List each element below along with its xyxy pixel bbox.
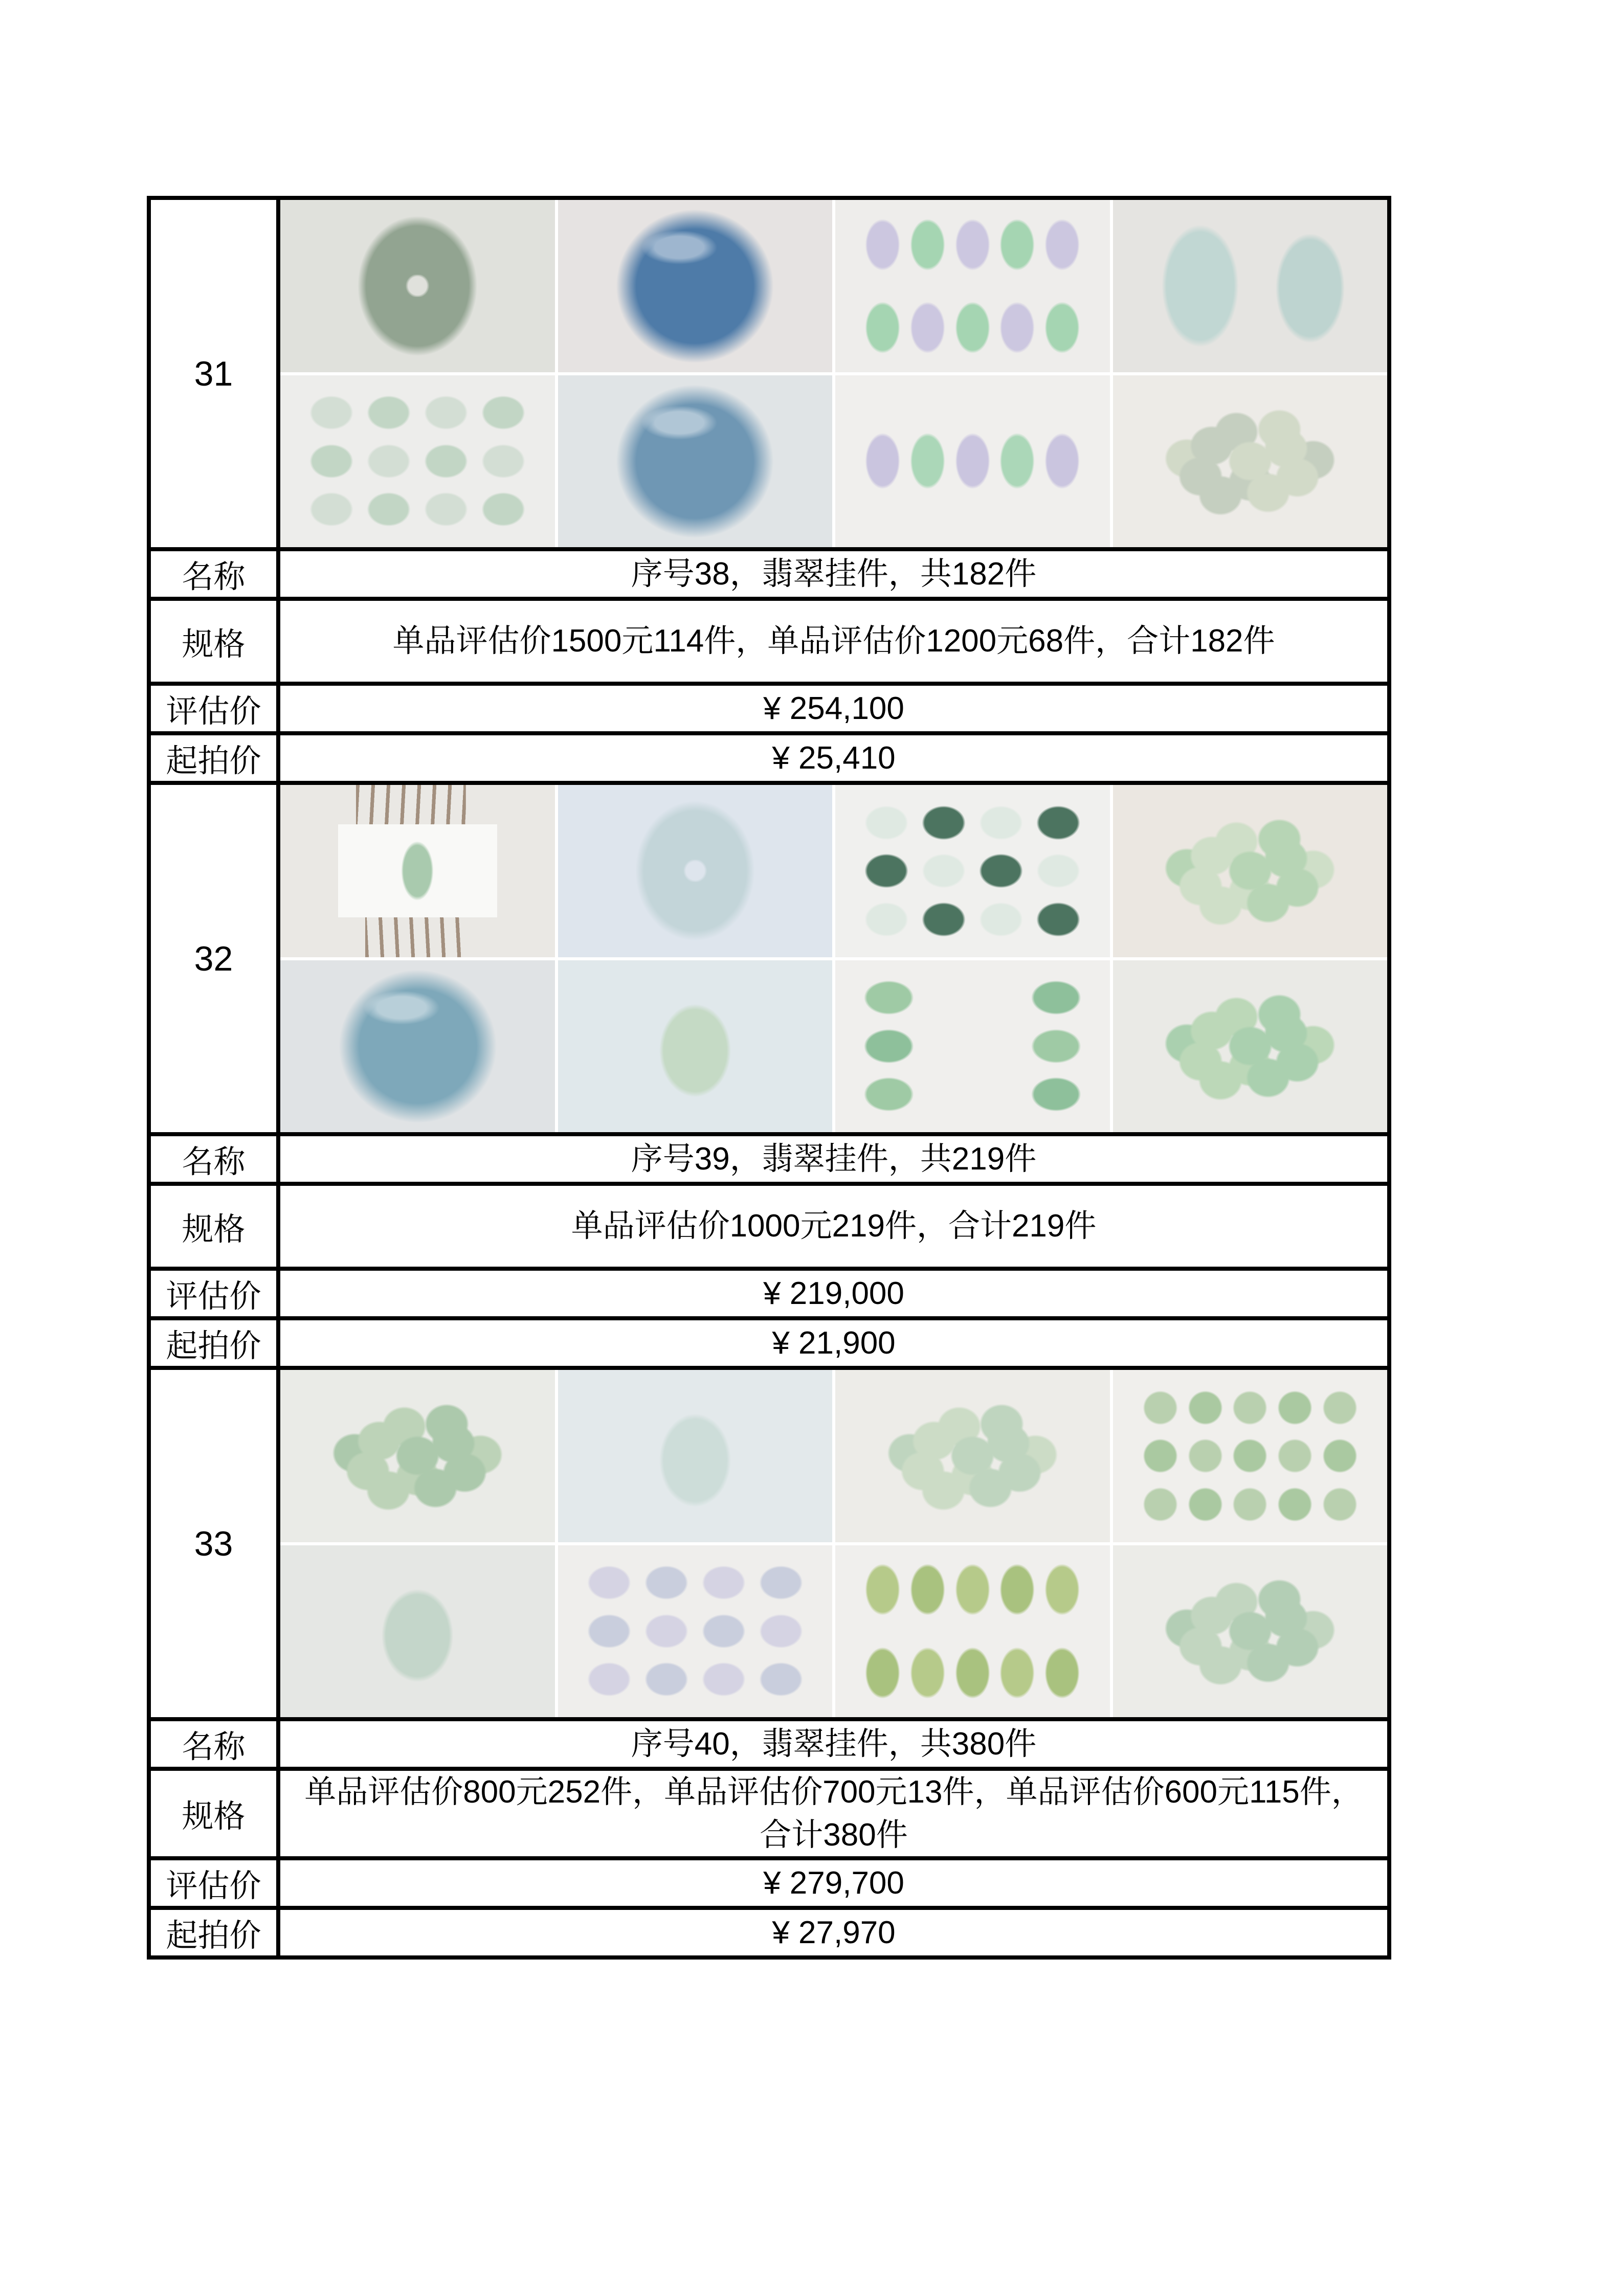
- item-photo: [280, 1370, 555, 1542]
- item-photo: [280, 1545, 555, 1718]
- row-label-start: 起拍价: [149, 733, 278, 783]
- item-appraisal-price: ¥ 254,100: [278, 684, 1389, 733]
- item-name: 序号38，翡翠挂件，共182件: [278, 549, 1389, 599]
- table-row: [149, 1858, 1389, 1908]
- table-row: [149, 1318, 1389, 1368]
- row-label-appraisal: 评估价: [149, 1269, 278, 1318]
- row-label-start: 起拍价: [149, 1318, 278, 1368]
- item-photo: [835, 1370, 1110, 1542]
- table-row: [149, 1368, 1389, 1719]
- row-label-appraisal: 评估价: [149, 1858, 278, 1908]
- table-row: [149, 1769, 1389, 1858]
- item-spec: 单品评估价1000元219件，合计219件: [278, 1184, 1389, 1269]
- table-row: [149, 1134, 1389, 1184]
- item-photo: [1113, 375, 1388, 548]
- row-label-name: 名称: [149, 549, 278, 599]
- item-photo: [558, 960, 833, 1133]
- item-photo: [835, 1545, 1110, 1718]
- item-number: 33: [149, 1368, 278, 1719]
- item-start-price: ¥ 27,970: [278, 1908, 1389, 1957]
- item-name: 序号40，翡翠挂件，共380件: [278, 1719, 1389, 1769]
- item-photo: [1113, 1370, 1388, 1542]
- table-row: [149, 733, 1389, 783]
- item-photos-cell: [278, 783, 1389, 1134]
- item-photo: [558, 1545, 833, 1718]
- item-photos-cell: [278, 1368, 1389, 1719]
- photo-grid: [280, 785, 1387, 1132]
- table-row: [149, 599, 1389, 684]
- item-number: 31: [149, 198, 278, 549]
- item-photos-cell: [278, 198, 1389, 549]
- item-photo: [280, 200, 555, 372]
- row-label-name: 名称: [149, 1134, 278, 1184]
- table-row: [149, 198, 1389, 549]
- row-label-name: 名称: [149, 1719, 278, 1769]
- item-photo: [558, 200, 833, 372]
- row-label-spec: 规格: [149, 599, 278, 684]
- item-photo: [835, 785, 1110, 957]
- item-photo: [558, 1370, 833, 1542]
- row-label-start: 起拍价: [149, 1908, 278, 1957]
- item-photo: [1113, 1545, 1388, 1718]
- table-row: [149, 783, 1389, 1134]
- item-name: 序号39，翡翠挂件，共219件: [278, 1134, 1389, 1184]
- item-appraisal-price: ¥ 279,700: [278, 1858, 1389, 1908]
- table-row: [149, 1908, 1389, 1957]
- table-row: [149, 1719, 1389, 1769]
- item-spec: 单品评估价1500元114件，单品评估价1200元68件，合计182件: [278, 599, 1389, 684]
- item-photo: [558, 375, 833, 548]
- table-row: [149, 684, 1389, 733]
- photo-grid: [280, 1370, 1387, 1717]
- item-start-price: ¥ 25,410: [278, 733, 1389, 783]
- row-label-spec: 规格: [149, 1769, 278, 1858]
- item-photo: [835, 960, 1110, 1133]
- item-photo: [280, 960, 555, 1133]
- row-label-spec: 规格: [149, 1184, 278, 1269]
- table-row: [149, 549, 1389, 599]
- item-photo: [1113, 785, 1388, 957]
- item-spec: 单品评估价800元252件，单品评估价700元13件，单品评估价600元115件，合计380件: [278, 1769, 1389, 1858]
- auction-items-table: [147, 196, 1391, 1960]
- photo-grid: [280, 200, 1387, 547]
- item-appraisal-price: ¥ 219,000: [278, 1269, 1389, 1318]
- item-photo: [280, 375, 555, 548]
- row-label-appraisal: 评估价: [149, 684, 278, 733]
- table-row: [149, 1184, 1389, 1269]
- item-photo: [558, 785, 833, 957]
- item-photo: [835, 200, 1110, 372]
- item-photo: [835, 375, 1110, 548]
- item-start-price: ¥ 21,900: [278, 1318, 1389, 1368]
- item-photo: [280, 785, 555, 957]
- item-number: 32: [149, 783, 278, 1134]
- table-row: [149, 1269, 1389, 1318]
- item-photo: [1113, 960, 1388, 1133]
- item-photo: [1113, 200, 1388, 372]
